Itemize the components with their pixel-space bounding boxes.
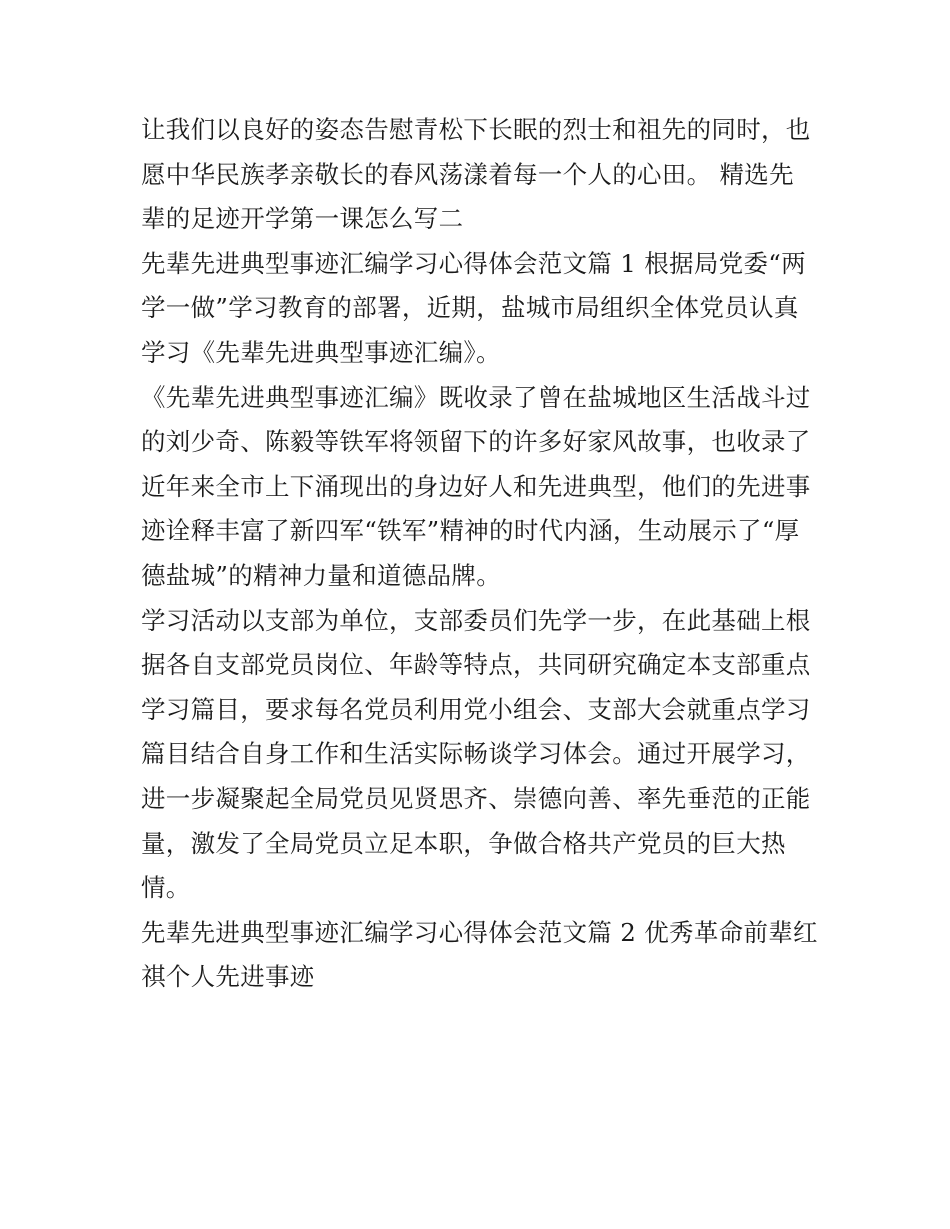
paragraph-1 [141,108,817,242]
text-line: 迹诠释丰富了新四军“铁军”精神的时代内涵，生动展示了“厚 [141,516,800,546]
text-line: 祺个人先进事迹 [141,962,315,992]
text-line: 愿中华民族孝亲敬长的春风荡漾着每一个人的心田。 精选先 [141,159,794,189]
text-line: 德盐城”的精神力量和道德品牌。 [141,560,502,590]
paragraph-4 [141,599,817,911]
text-line: 进一步凝聚起全局党员见贤思齐、崇德向善、率先垂范的正能 [141,783,811,813]
document-body [141,108,817,1000]
paragraph-3 [141,376,817,599]
text-line: 学习篇目，要求每名党员利用党小组会、支部大会就重点学习 [141,694,811,724]
text-line: 据各自支部党员岗位、年龄等特点，共同研究确定本支部重点 [141,650,811,680]
text-line: 学习活动以支部为单位，支部委员们先学一步，在此基础上根 [141,605,811,635]
paragraph-5 [141,911,817,1000]
text-line: 近年来全市上下涌现出的身边好人和先进典型，他们的先进事 [141,471,811,501]
text-line: 先辈先进典型事迹汇编学习心得体会范文篇 2 优秀革命前辈红 [141,917,818,947]
text-line: 篇目结合自身工作和生活实际畅谈学习体会。通过开展学习， [141,739,811,769]
text-line: 量，激发了全局党员立足本职，争做合格共产党员的巨大热 [141,828,786,858]
text-line: 先辈先进典型事迹汇编学习心得体会范文篇 1 根据局党委“两 [141,248,806,278]
text-line: 辈的足迹开学第一课怎么写二 [141,204,464,234]
text-line: 情。 [141,873,191,903]
text-line: 学习《先辈先进典型事迹汇编》。 [141,337,501,367]
text-line: 学一做”学习教育的部署，近期，盐城市局组织全体党员认真 [141,293,799,323]
text-line: 让我们以良好的姿态告慰青松下长眠的烈士和祖先的同时，也 [141,115,811,144]
paragraph-2 [141,242,817,376]
text-line: 《先辈先进典型事迹汇编》既收录了曾在盐城地区生活战斗过 [141,382,811,412]
text-line: 的刘少奇、陈毅等铁军将领留下的许多好家风故事，也收录了 [141,427,811,457]
